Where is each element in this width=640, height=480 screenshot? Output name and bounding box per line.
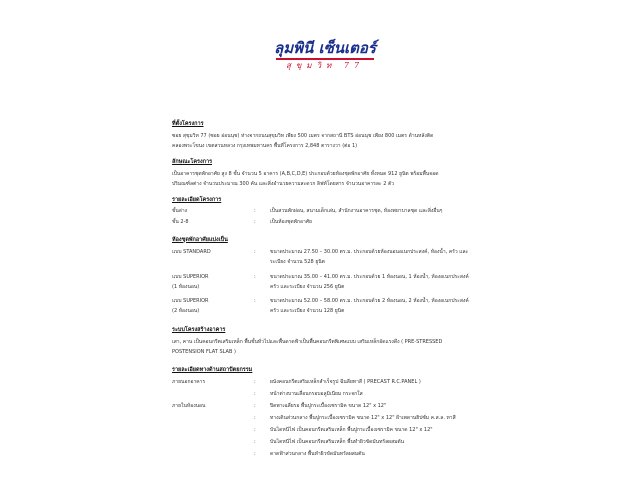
room-type-label: แบบ STANDARD (172, 249, 211, 255)
materials-value: ดาดฟ้าส่วนกลาง พื้นทำผิวขัดมันทรัลผสมตัน (270, 451, 365, 457)
logo-title: ลุมพินี เซ็นเตอร์ (274, 39, 376, 57)
room-type-value: ขนาดประมาณ 52.00 – 58.00 ตร.ม. ประกอบด้วย 2 ห้องนอน, 2 ห้องน้ำ, ห้องอเนกประสงค์ ครัว และระเบียง จำนวน 128 ยูนิต (270, 298, 469, 314)
details-label: ชั้น 2-8 (172, 219, 189, 225)
materials-label: ภายในห้องนอน (172, 403, 206, 409)
room-type-colon: : (254, 274, 256, 280)
overview-line-2: ปริมณฑ์ลต่าง จำนวนประมาณ 300 คัน และสิ่งอำนวยความสะดวก ลิฟท์โดยสาร จำนวนอาคารละ 2 ตัว (172, 181, 395, 187)
materials-colon: : (254, 451, 256, 457)
details-heading: รายละเอียดโครงการ (172, 197, 222, 203)
details-colon: : (254, 208, 256, 214)
materials-value: บันไดหนีไฟ เป็นคอนกรีตเสริมเหล็ก พื้นปูกระเบื้องเซรามิค ขนาด 12" x 12" (270, 427, 433, 433)
materials-colon: : (254, 439, 256, 445)
structure-heading: ระบบโครงสร้างอาคาร (172, 327, 226, 333)
materials-colon: : (254, 427, 256, 433)
materials-value: หน้าต่างบานเลื่อนกรอบอลูมิเนียม กระจกใส (270, 391, 363, 397)
structure-line-2: POSTENSION FLAT SLAB ) (172, 349, 236, 355)
logo-subtitle: สุขุมวิท 77 (285, 61, 365, 70)
room-type-label: แบบ SUPERIOR (2 ห้องนอน) (172, 298, 209, 314)
location-line-1: ซอย สุขุมวิท 77 (ซอย อ่อนนุช) ห่างจากถนนสุขุมวิท เพียง 500 เมตร จากสถานี BTS อ่อนนุช เพียง 800 เมตร ด้านหลังติด (172, 133, 434, 139)
overview-heading: ลักษณะโครงการ (172, 159, 213, 165)
materials-value: ทางเดินส่วนกลาง พื้นปูกระเบื้องเซรามิค ขนาด 12" x 12" ฝ้าเพดานยิปซั่ม ค.ส.ล. ทาสี (270, 415, 456, 421)
structure-text (172, 337, 482, 357)
project-logo (270, 40, 380, 71)
materials-value: ปิดพาเฉลี่ยรอ พื้นปูกระเบื้องเซรามิค ขนาด 12" x 12" (270, 403, 387, 409)
location-heading: ที่ตั้งโครงการ (172, 121, 204, 127)
room-type-value: ขนาดประมาณ 35.00 – 41.00 ตร.ม. ประกอบด้วย 1 ห้องนอน, 1 ห้องน้ำ, ห้องอเนกประสงค์ ครัว และระเบียง จำนวน 256 ยูนิต (270, 274, 469, 290)
details-label: ชั้นล่าง (172, 208, 188, 214)
materials-value: บันไดหนีไฟ เป็นคอนกรีตเสริมเหล็ก พื้นทำผิวขัดมันทรัลผสมตัน (270, 439, 405, 445)
rooms-heading: ห้องชุดพักอาศัยแบ่งเป็น (172, 237, 228, 243)
room-type-value: ขนาดประมาณ 27.50 – 30.00 ตร.ม. ประกอบด้วยห้องนอนอเนกประสงค์, ห้องน้ำ, ครัว และ ระเบียง จำนวน 528 ยูนิต (270, 249, 469, 265)
logo-underline (276, 58, 374, 60)
materials-label: ภายนอกอาคาร (172, 379, 206, 385)
structure-line-1: เสา, คาน เป็นคอนกรีตเสริมเหล็ก พื้นชั้นทั่วไปและพื้นดาดฟ้าเป็นพื้นคอนกรีตพิเศษแบบ เสริมเหล็กอัดแรงดึง ( PRE-STRESSED (172, 339, 443, 345)
details-colon: : (254, 219, 256, 225)
location-line-2: คลองพระโขนง เขตสวนหลวง กรุงเทพมหานคร พื้นที่โครงการ 2,848 ตารางวา (ต่อ 1) (172, 143, 358, 149)
materials-value: ผนังคอนกรีตเสริมเหล็กสำเร็จรูป ฉีนลียทาสี ( PRECAST R.C.PANEL ) (270, 379, 421, 385)
materials-colon: : (254, 403, 256, 409)
room-type-colon: : (254, 249, 256, 255)
room-type-colon: : (254, 298, 256, 304)
details-value: เป็นสวนพักผ่อน, สนามเด็กเล่น, สำนักงานอาคารชุด, ห้องพยาบาลชุด และสิ่งอื่นๆ (270, 208, 443, 214)
overview-text (172, 169, 482, 189)
materials-heading: รายละเอียดทางด้านสถาปัตยกรรม (172, 367, 253, 373)
materials-colon: : (254, 379, 256, 385)
materials-colon: : (254, 415, 256, 421)
materials-colon: : (254, 391, 256, 397)
room-type-label: แบบ SUPERIOR (1 ห้องนอน) (172, 274, 209, 290)
location-text (172, 131, 482, 151)
overview-line-1: เป็นอาคารชุดพักอาศัย สูง 8 ชั้น จำนวน 5 อาคาร (A,B,C,D,E) ประกอบด้วยห้องชุดพักอาศัย ทั้งหมด 912 ยูนิต พร้อมพื้นจอด (172, 171, 439, 177)
details-value: เป็นห้องชุดพักอาศัย (270, 219, 312, 225)
